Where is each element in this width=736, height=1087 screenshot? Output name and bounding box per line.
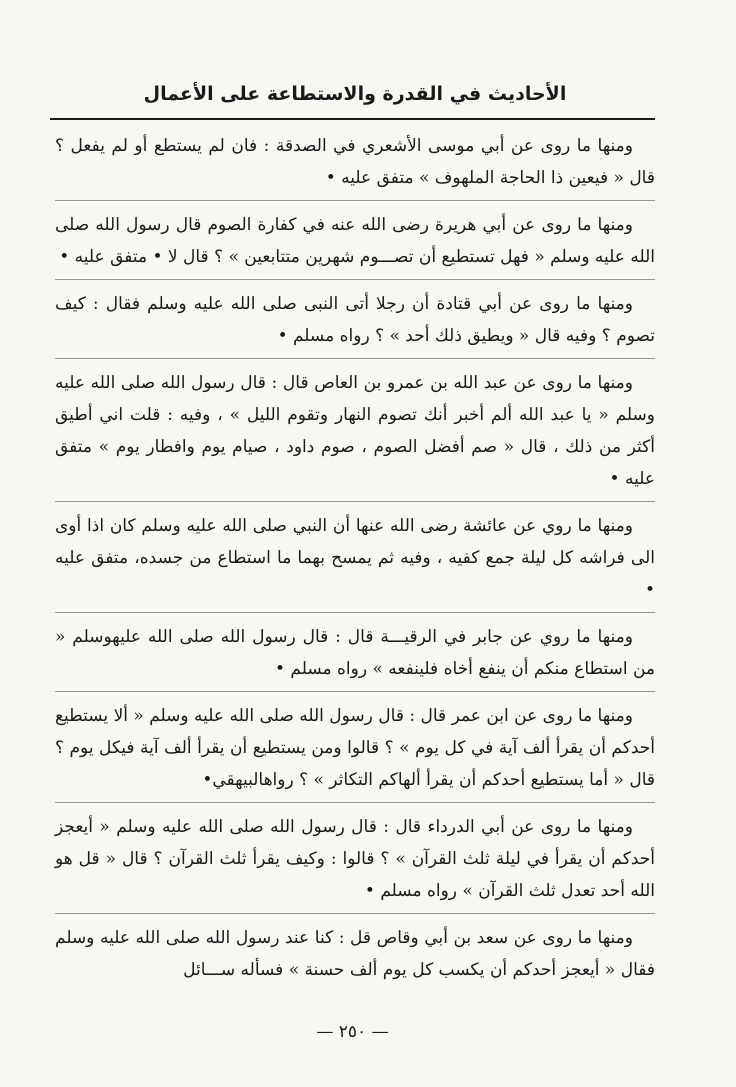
hadith-paragraph-6: ومنها ما روي عن جابر في الرقيـــة قال : قال رسول الله صلى الله عليهوسلم « من استطاع منكم أن ينفع أخاه فلينفعه » رواه مسلم •	[55, 621, 655, 692]
running-header: الأحاديث في القدرة والاستطاعة على الأعمال	[143, 83, 567, 105]
page-body	[55, 130, 655, 1000]
header-rule	[50, 118, 655, 120]
hadith-paragraph-5: ومنها ما روي عن عائشة رضى الله عنها أن النبي صلى الله عليه وسلم كان اذا أوى الى فراشه كل ليلة جمع كفيه ، وفيه ثم يمسح بهما ما استطاع من جسده، متفق عليه •	[55, 510, 655, 613]
hadith-paragraph-8: ومنها ما روى عن أبي الدرداء قال : قال رسول الله صلى الله عليه وسلم « أيعجز أحدكم أن يقرأ في ليلة ثلث القرآن » ؟ قالوا : وكيف يقرأ ثلث القرآن ؟ قال « قل هو الله أحد تعدل ثلث القرآن » رواه مسلم •	[55, 811, 655, 914]
page-number: — ٢٥٠ —	[316, 1022, 389, 1042]
hadith-paragraph-4: ومنها ما روى عن عبد الله بن عمرو بن العاص قال : قال رسول الله صلى الله عليه وسلم « يا عبد الله ألم أخبر أنك تصوم النهار وتقوم الليل » ، وفيه : قلت اني أطيق أكثر من ذلك ، قال « صم أفضل الصوم ، صوم داود ، صيام يوم وافطار يوم » متفق عليه •	[55, 367, 655, 502]
hadith-paragraph-7: ومنها ما روى عن ابن عمر قال : قال رسول الله صلى الله عليه وسلم « ألا يستطيع أحدكم أن يقرأ ألف آية في كل يوم » ؟ قالوا ومن يستطيع أن يقرأ ألف آية فيكل يوم ؟ قال « أما يستطيع أحدكم أن يقرأ ألهاكم التكاثر » ؟ رواهالبيهقي•	[55, 700, 655, 803]
hadith-paragraph-1: ومنها ما روى عن أبي موسى الأشعري في الصدقة : فان لم يستطع أو لم يفعل ؟ قال « فيعين ذا الحاجة الملهوف » متفق عليه •	[55, 130, 655, 201]
hadith-paragraph-2: ومنها ما روى عن أبي هريرة رضى الله عنه في كفارة الصوم قال رسول الله صلى الله عليه وسلم « فهل تستطيع أن تصـــوم شهرين متتابعين » ؟ قال لا • متفق عليه •	[55, 209, 655, 280]
hadith-paragraph-3: ومنها ما روى عن أبي قتادة أن رجلا أتى النبى صلى الله عليه وسلم فقال : كيف تصوم ؟ وفيه قال « ويطيق ذلك أحد » ؟ رواه مسلم •	[55, 288, 655, 359]
hadith-paragraph-9: ومنها ما روى عن سعد بن أبي وقاص قل : كنا عند رسول الله صلى الله عليه وسلم فقال « أيعجز أحدكم أن يكسب كل يوم ألف حسنة » فسأله ســـائل	[55, 928, 655, 980]
book-page	[50, 70, 655, 1042]
